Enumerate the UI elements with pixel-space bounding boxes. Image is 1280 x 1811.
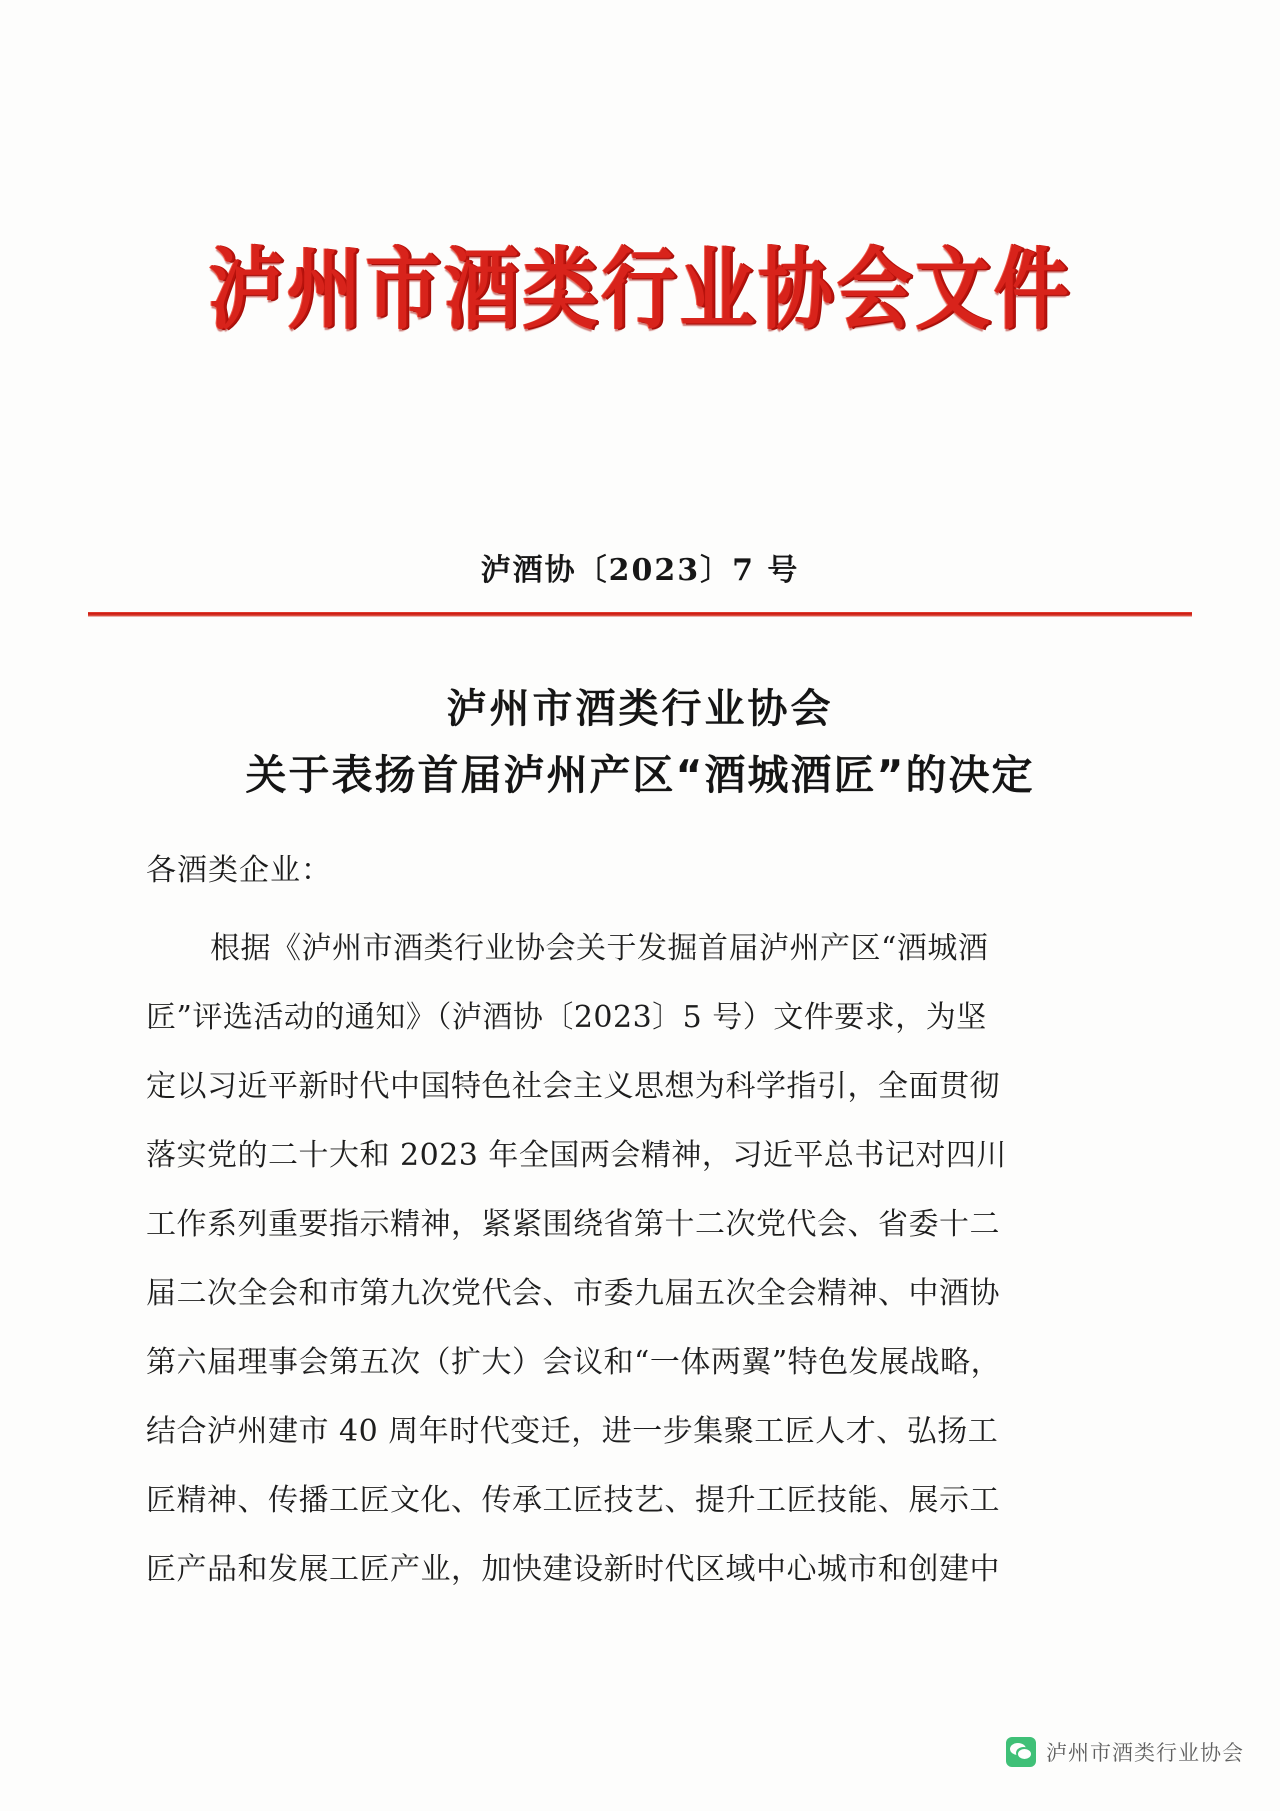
body-line: 匠产品和发展工匠产业，加快建设新时代区域中心城市和创建中 [146,1552,1000,1587]
body-line: 结合泸州建市 40 周年时代变迁，进一步集聚工匠人才、弘扬工 [146,1414,999,1449]
body-line: 第六届理事会第五次（扩大）会议和“一体两翼”特色发展战略， [146,1345,1002,1380]
body-line: 落实党的二十大和 2023 年全国两会精神，习近平总书记对四川 [146,1138,1007,1173]
wechat-watermark [1006,1737,1244,1767]
document-number: 泸酒协〔2023〕7 号 [480,553,800,588]
wechat-watermark-label: 泸州市酒类行业协会 [1046,1741,1244,1765]
body-line: 定以习近平新时代中国特色社会主义思想为科学指引，全面贯彻 [146,1069,1000,1104]
body-line: 工作系列重要指示精神，紧紧围绕省第十二次党代会、省委十二 [146,1207,1000,1242]
document-title-line-1: 泸州市酒类行业协会 [446,686,834,732]
body-paragraph [146,914,1007,1604]
document-body [146,840,1007,1604]
body-line: 根据《泸州市酒类行业协会关于发掘首届泸州产区“酒城酒 [210,931,989,966]
body-salutation: 各酒类企业： [146,853,332,888]
document-title-line-2: 关于表扬首届泸州产区“酒城酒匠”的决定 [245,751,1035,799]
body-line: 匠精神、传播工匠文化、传承工匠技艺、提升工匠技能、展示工 [146,1483,1000,1518]
red-divider-rule [88,612,1192,616]
body-line: 匠”评选活动的通知》（泸酒协〔2023〕5 号）文件要求，为坚 [146,1000,987,1035]
document-title-block [0,676,1280,808]
body-line: 届二次全会和市第九次党代会、市委九届五次全会精神、中酒协 [146,1276,1000,1311]
organization-header [0,237,1280,343]
wechat-icon [1006,1737,1036,1767]
organization-header-text: 泸州市酒类行业协会文件 [208,237,1072,343]
